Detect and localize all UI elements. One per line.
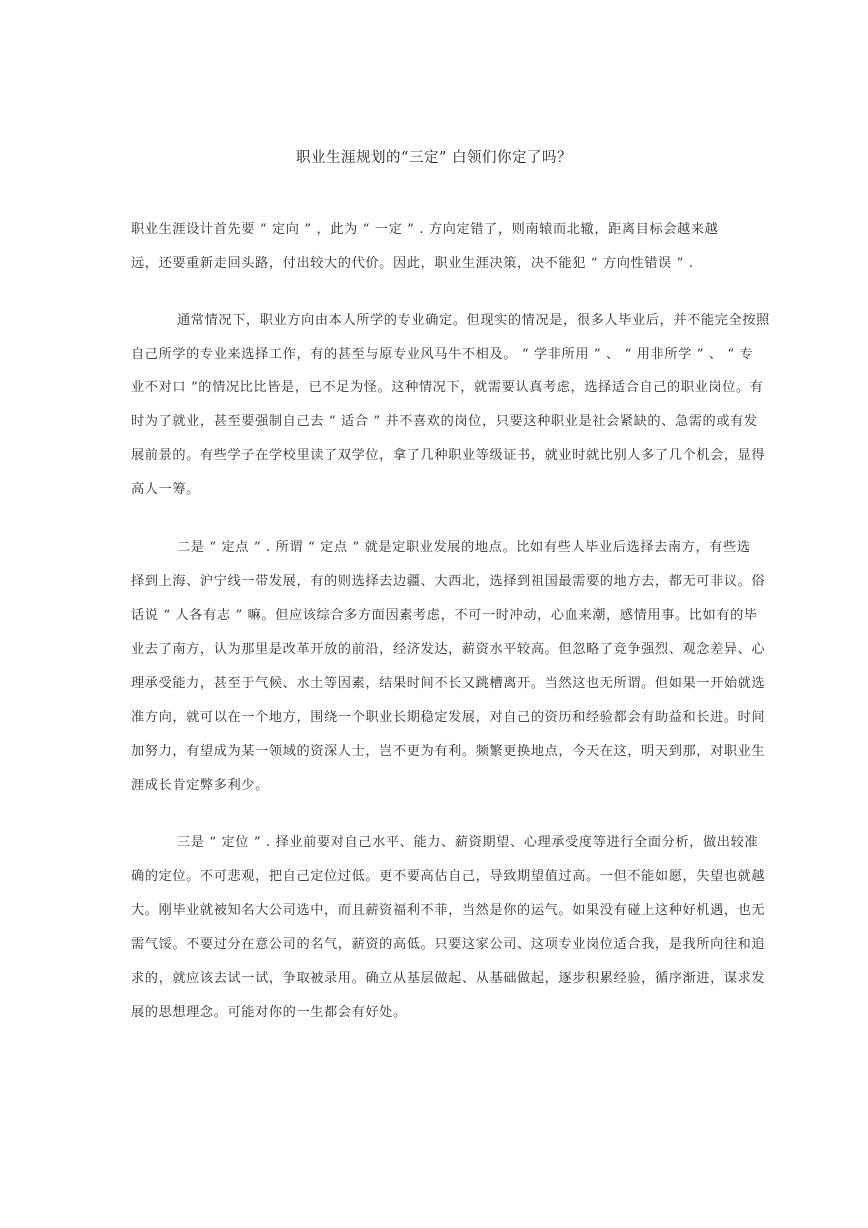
document-title: 职业生涯规划的“三定” 白领们你定了吗？ xyxy=(296,150,572,166)
paragraph-3-line-4: 业去了南方，认为那里是改革开放的前沿，经济发达，薪资水平较高。但忽略了竞争强烈、观念差异、心 xyxy=(131,642,766,657)
paragraph-4-line-3: 大。刚毕业就被知名大公司选中，而且薪资福利不菲，当然是你的运气。如果没有碰上这种好机遇，也无 xyxy=(131,903,766,918)
paragraph-3-line-3: 话说 “ 人各有志 ” 嘛。但应该综合多方面因素考虑，不可一时冲动，心血来潮，感情用事。比如有的毕 xyxy=(131,608,758,623)
paragraph-3-line-8: 涯成长肯定弊多利少。 xyxy=(131,778,269,793)
paragraph-1-line-2: 远，还要重新走回头路，付出较大的代价。因此，职业生涯决策，决不能犯 “ 方向性错误 ” . xyxy=(131,256,694,271)
paragraph-4-line-2: 确的定位。不可悲观，把自己定位过低。更不要高估自己，导致期望值过高。一但不能如愿，失望也就越 xyxy=(131,869,766,884)
paragraph-3-line-2: 择到上海、沪宁线一带发展，有的则选择去边疆、大西北，选择到祖国最需要的地方去，都无可非议。俗 xyxy=(131,574,766,589)
paragraph-2-line-6: 高人一筹。 xyxy=(131,482,200,497)
paragraph-4-line-4: 需气馁。不要过分在意公司的名气，薪资的高低。只要这家公司、这项专业岗位适合我，是我所向往和追 xyxy=(131,937,766,952)
paragraph-2-line-3: 业不对口 ”的情况比比皆是，已不足为怪。这种情况下，就需要认真考虑，选择适合自己的职业岗位。有 xyxy=(131,380,764,395)
paragraph-4-line-6: 展的思想理念。可能对你的一生都会有好处。 xyxy=(131,1005,407,1020)
paragraph-3-line-6: 准方向，就可以在一个地方，围绕一个职业长期稳定发展，对自己的资历和经验都会有助益和长进。时间 xyxy=(131,710,766,725)
paragraph-3-line-5: 理承受能力，甚至于气候、水土等因素，结果时间不长又跳槽离开。当然这也无所谓。但如果一开始就选 xyxy=(131,676,766,691)
paragraph-2-line-2: 自己所学的专业来选择工作，有的甚至与原专业风马牛不相及。 “ 学非所用 ” 、 “ 用非所学 ” 、 “ 专 xyxy=(131,347,754,362)
paragraph-4-line-5: 求的，就应该去试一试，争取被录用。确立从基层做起、从基础做起，逐步积累经验，循序渐进，谋求发 xyxy=(131,971,766,986)
paragraph-2-line-1: 通常情况下，职业方向由本人所学的专业确定。但现实的情况是，很多人毕业后，并不能完全按照 xyxy=(177,313,770,328)
paragraph-2-line-5: 展前景的。有些学子在学校里读了双学位，拿了几种职业等级证书，就业时就比别人多了几个机会，显得 xyxy=(131,448,766,463)
paragraph-3-line-7: 加努力，有望成为某一领域的资深人士，岂不更为有利。频繁更换地点，今天在这，明天到那，对职业生 xyxy=(131,744,766,759)
paragraph-3-line-1: 二是 “ 定点 ” . 所谓 “ 定点 ” 就是定职业发展的地点。比如有些人毕业后选择去南方，有些选 xyxy=(177,540,751,555)
paragraph-4-line-1: 三是 “ 定位 ” . 择业前要对自己水平、能力、薪资期望、心理承受度等进行全面分析，做出较准 xyxy=(177,835,759,850)
paragraph-1-line-1: 职业生涯设计首先要 “ 定向 ” ，此为 “ 一定 ” . 方向定错了，则南辕而北辙，距离目标会越来越 xyxy=(131,222,719,237)
paragraph-2-line-4: 时为了就业，甚至要强制自己去 “ 适合 ” 并不喜欢的岗位，只要这种职业是社会紧缺的、急需的或有发 xyxy=(131,414,758,429)
